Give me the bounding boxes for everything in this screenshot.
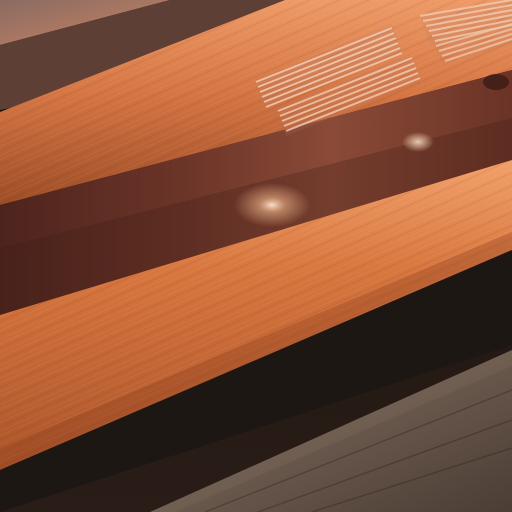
panel-screw xyxy=(483,74,509,90)
panel-reflection-1 xyxy=(234,183,310,227)
panel-reflection-2 xyxy=(402,132,434,152)
